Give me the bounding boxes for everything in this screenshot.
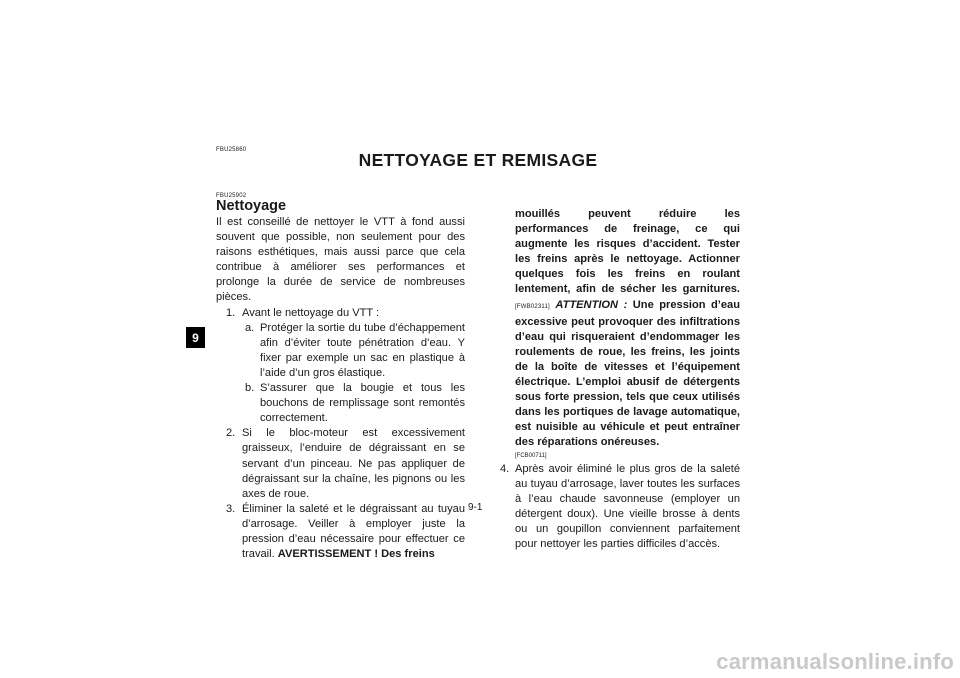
step-1-text: Avant le nettoyage du VTT : (242, 306, 380, 319)
step-1b (216, 381, 465, 426)
page-number: 9-1 (468, 502, 483, 513)
step-1-label: 1. (226, 306, 236, 319)
attention-label: ATTENTION : (555, 298, 628, 311)
step-3 (216, 502, 465, 562)
step-2-label: 2. (226, 427, 236, 440)
watermark: carmanualsonline.info (716, 649, 954, 674)
step-1 (216, 306, 465, 321)
warning-code: [FWB02311] (515, 303, 550, 310)
step-2 (216, 426, 465, 501)
page-title: NETTOYAGE ET REMISAGE (358, 150, 598, 170)
right-column (497, 207, 740, 552)
step-1a-label: a. (245, 321, 255, 334)
header-doc-code: FBU25860 (216, 147, 247, 153)
step-4-text: Après avoir éliminé le plus gros de la saleté au tuyau d’arrosage, laver toutes les surfaces à l’eau chaude savonneuse (employer un détergent doux). Une vieille brosse à dents ou un goupillon conviennent parfaitement pour nettoyer les parties difficiles d’accès. (515, 462, 740, 550)
intro-paragraph: Il est conseillé de nettoyer le VTT à fond aussi souvent que possible, non seulement pour des raisons esthétiques, mais aussi parce que cela contribue à améliorer ses performances et prolonge la durée de service de nombreuses pièces. (216, 216, 465, 304)
step-1a (216, 321, 465, 381)
step-1a-text: Protéger la sortie du tube d’échappement afin d’éviter toute pénétration d’eau. Y fixer par exemple un sac en plastique à l’aide d’un gros élastique. (260, 321, 465, 379)
step-3-label: 3. (226, 502, 236, 515)
step-1b-text: S’assurer que la bougie et tous les bouchons de remplissage sont remontés correctement. (260, 382, 465, 425)
warning-text: mouillés peuvent réduire les performances de freinage, ce qui augmente les risques d’accident. Tester les freins après le nettoyage. Actionner quelques fois les freins en roulant lentement, afin de sécher les garnitures. (515, 208, 740, 296)
step-3-text: Éliminer la saleté et le dégraissant au tuyau d’arrosage. Veiller à employer juste la pression d’eau nécessaire pour effectuer ce travail. (242, 502, 465, 561)
step-1b-label: b. (245, 382, 255, 395)
section-title: Nettoyage (216, 198, 287, 214)
warning-block (497, 207, 740, 451)
left-column (216, 193, 465, 562)
step-4 (497, 462, 740, 553)
warning-label: AVERTISSEMENT ! Des freins (277, 548, 435, 561)
step-2-text: Si le bloc-moteur est excessivement graisseux, l’enduire de dégraissant en se servant d’un pinceau. Ne pas appliquer de dégraissant sur la chaîne, les pignons ou les axes de roue. (242, 427, 465, 500)
step-4-label: 4. (500, 462, 510, 475)
chapter-tab: 9 (186, 327, 205, 348)
section-doc-code: FBU25902 (216, 193, 247, 199)
attention-code: [FCB00711] (515, 452, 547, 459)
attention-text: Une pression d’eau excessive peut provoquer des infiltrations d’eau qui risqueraient d’endommager les roulements de roue, les freins, les joints de la boîte de vitesses et l’équipement électrique. L’emploi abusif de détergents sous forte pression, tels que ceux utilisés dans les portiques de lavage automatique, est nuisible au véhicule et peut entraîner des réparations onéreuses. (515, 298, 740, 449)
